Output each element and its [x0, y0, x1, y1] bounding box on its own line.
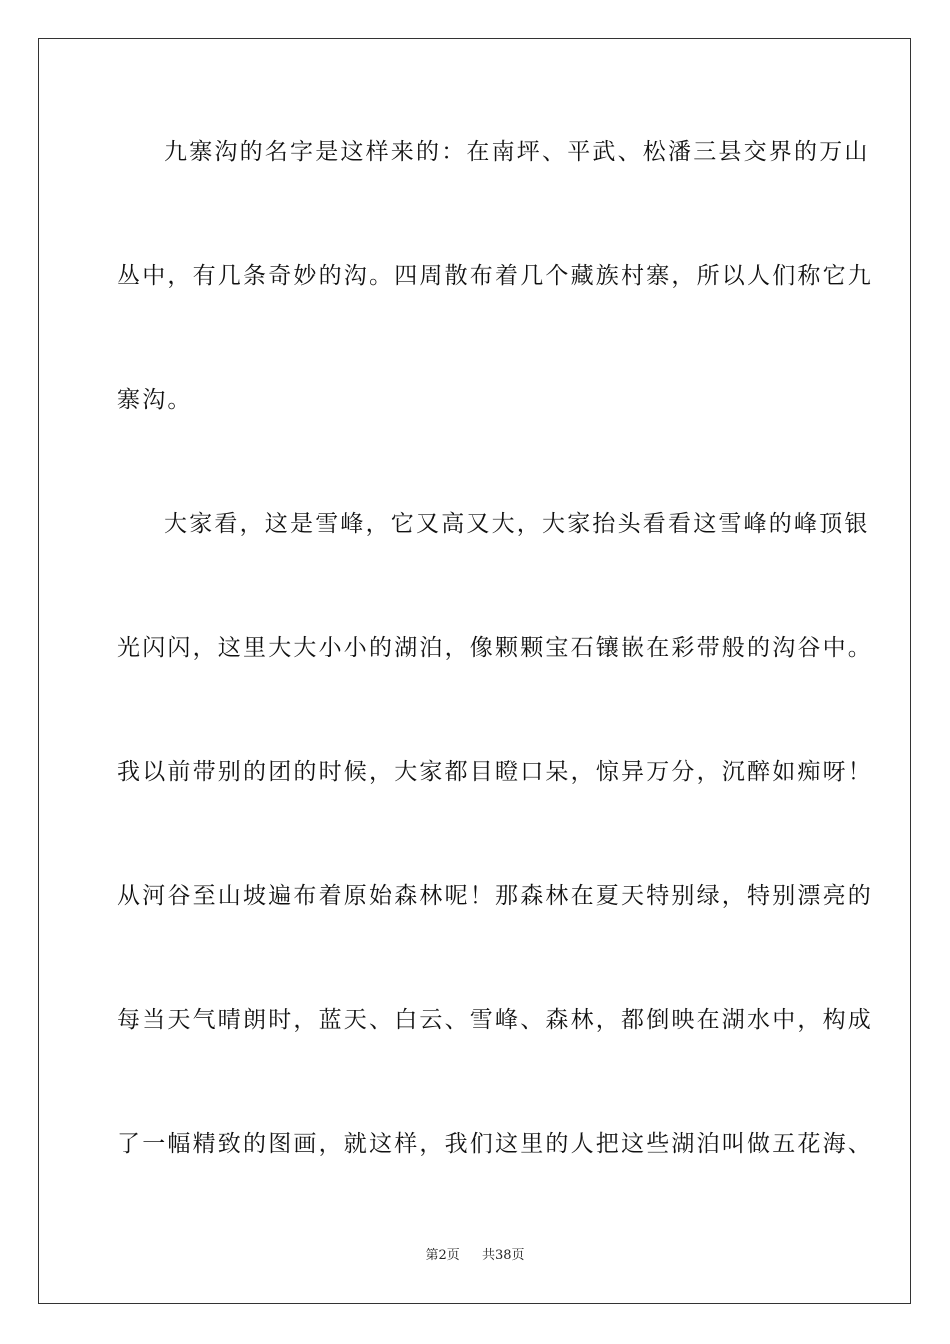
paragraph-2-line-3: 我以前带别的团的时候，大家都目瞪口呆，惊异万分，沉醉如痴呀！: [117, 759, 873, 785]
page-frame: [38, 38, 911, 1304]
paragraph-2-line-4: 从河谷至山坡遍布着原始森林呢！那森林在夏天特别绿，特别漂亮的: [117, 883, 873, 909]
paragraph-1-line-2: 丛中，有几条奇妙的沟。四周散布着几个藏族村寨，所以人们称它九: [117, 263, 873, 289]
paragraph-1-line-1: 九寨沟的名字是这样来的：在南坪、平武、松潘三县交界的万山: [164, 139, 870, 165]
paragraph-2-line-2: 光闪闪，这里大大小小的湖泊，像颗颗宝石镶嵌在彩带般的沟谷中。: [117, 635, 873, 661]
page-footer: [0, 1247, 950, 1265]
paragraph-1-line-3: 寨沟。: [117, 387, 193, 413]
total-pages: 共38页: [482, 1248, 525, 1263]
paragraph-2-line-6: 了一幅精致的图画，就这样，我们这里的人把这些湖泊叫做五花海、: [117, 1131, 873, 1157]
paragraph-2-line-1: 大家看，这是雪峰，它又高又大，大家抬头看看这雪峰的峰顶银: [164, 511, 870, 537]
paragraph-2-line-5: 每当天气晴朗时，蓝天、白云、雪峰、森林，都倒映在湖水中，构成: [117, 1007, 873, 1033]
page-number: 第2页: [425, 1248, 460, 1263]
